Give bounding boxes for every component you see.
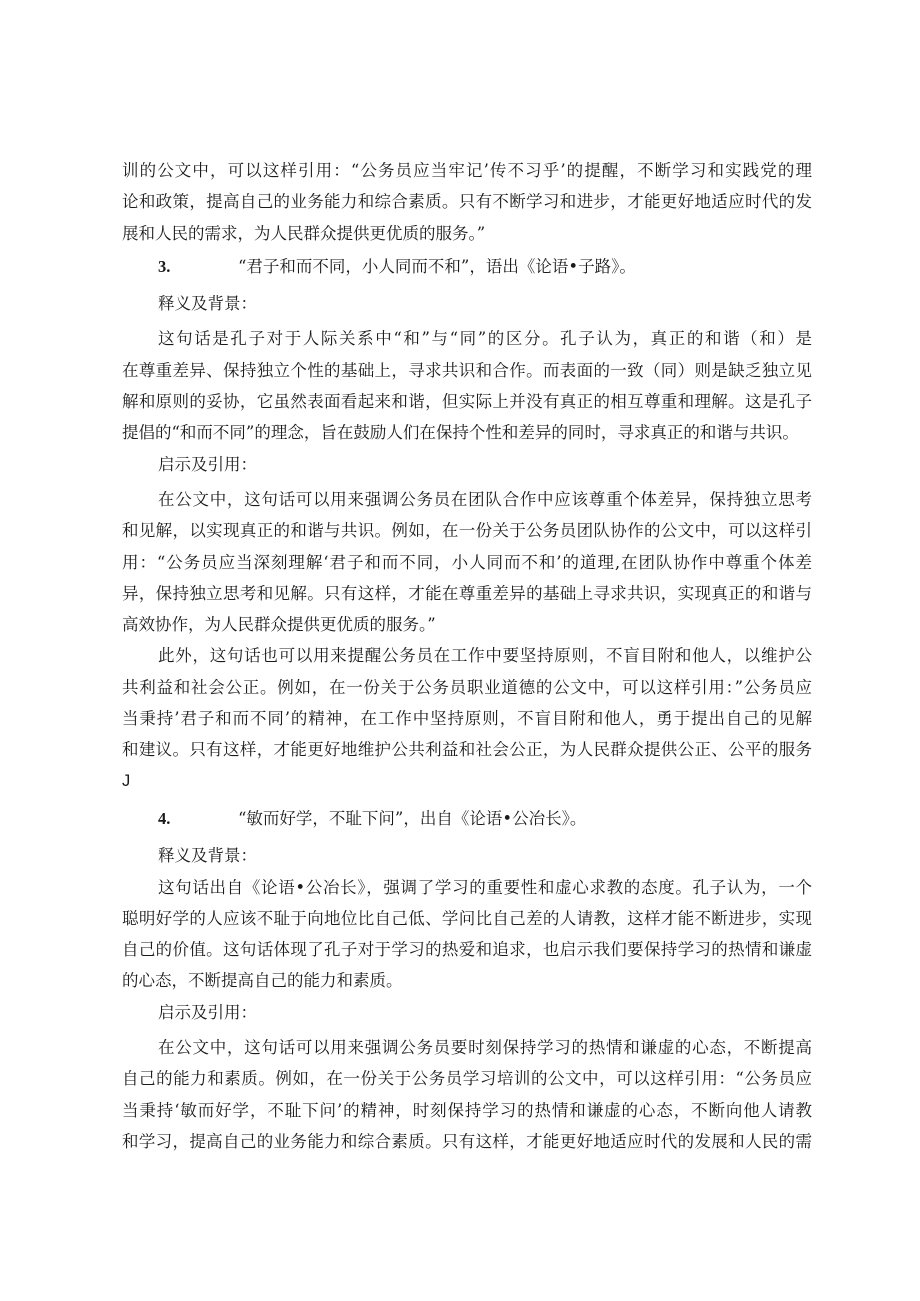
section-3-background-paragraph	[122, 323, 812, 448]
text-line: 用：“公务员应当深刻理解‘君子和而不同，小人同而不和’的道理,在团队协作中尊重个体差	[122, 552, 812, 572]
text-line: 在公文中，这句话可以用来强调公务员要时刻保持学习的热情和谦虚的心态，不断提高	[158, 1038, 812, 1058]
text-line: J	[122, 771, 131, 790]
section-number: 3.	[158, 256, 171, 276]
section-title: “君子和而不同，小人同而不和”，语出《论语•子路》。	[238, 256, 636, 276]
text-line: 自己的能力和素质。例如，在一份关于公务员学习培训的公文中，可以这样引用：“公务员应	[122, 1069, 812, 1089]
text-line: 当秉持’君子和而不同’的精神，在工作中坚持原则，不盲目附和他人，勇于提出自己的见解	[122, 709, 812, 729]
text-line: 这句话出自《论语•公冶长》，强调了学习的重要性和虚心求教的态度。孔子认为，一个	[158, 877, 812, 897]
text-line: 解和原则的妥协，它虽然表面看起来和谐，但实际上并没有真正的相互尊重和理解。这是孔子	[122, 392, 812, 412]
text-line: 这句话是孔子对于人际关系中“和”与“同”的区分。孔子认为，真正的和谐（和）是	[158, 329, 812, 349]
text-line: 论和政策，提高自己的业务能力和综合素质。只有不断学习和进步，才能更好地适应时代的发	[122, 192, 812, 212]
text-line: 展和人民的需求，为人民群众提供更优质的服务。”	[122, 223, 486, 243]
text-line: 和学习，提高自己的业务能力和综合素质。只有这样，才能更好地适应时代的发展和人民的需	[122, 1131, 812, 1151]
section-number: 4.	[158, 808, 171, 828]
text-line: 在公文中，这句话可以用来强调公务员在团队合作中应该尊重个体差异，保持独立思考	[158, 489, 812, 509]
section-3-extra-paragraph	[122, 640, 812, 796]
section-4-background-paragraph	[122, 872, 812, 997]
section-4-heading	[122, 803, 812, 834]
text-line: 和建议。只有这样，才能更好地维护公共利益和社会公正，为人民群众提供公正、公平的服务	[122, 740, 812, 760]
section-3-background-label: 释义及背景：	[158, 294, 257, 314]
text-line: 自己的价值。这句话体现了孔子对于学习的热爱和追求，也启示我们要保持学习的热情和谦虚	[122, 940, 812, 960]
text-line: 聪明好学的人应该不耻于向地位比自己低、学问比自己差的人请教，这样才能不断进步，实现	[122, 908, 812, 928]
text-line: 和见解，以实现真正的和谐与共识。例如，在一份关于公务员团队协作的公文中，可以这样引	[122, 521, 812, 541]
section-title: “敏而好学，不耻下问”，出自《论语•公冶长》。	[238, 808, 587, 828]
text-line: 共利益和社会公正。例如，在一份关于公务员职业道德的公文中，可以这样引用：”公务员应	[122, 677, 812, 697]
text-line: 异，保持独立思考和见解。只有这样，才能在尊重差异的基础上寻求共识，实现真正的和谐与	[122, 583, 812, 603]
text-line: 的心态，不断提高自己的能力和素质。	[122, 971, 403, 991]
section-4-application-label: 启示及引用：	[158, 1002, 257, 1022]
section-3-application-label: 启示及引用：	[158, 454, 257, 474]
paragraph-continuation	[122, 155, 812, 249]
text-line: 在尊重差异、保持独立个性的基础上，寻求共识和合作。而表面的一致（同）则是缺乏独立见	[122, 360, 812, 380]
section-3-application-paragraph	[122, 484, 812, 640]
text-line: 高效协作，为人民群众提供更优质的服务。”	[122, 615, 436, 635]
text-line: 此外，这句话也可以用来提醒公务员在工作中要坚持原则，不盲目附和他人，以维护公	[158, 646, 812, 666]
text-line: 提倡的“和而不同”的理念，旨在鼓励人们在保持个性和差异的同时，寻求真正的和谐与共识。	[122, 423, 799, 443]
section-4-application-paragraph	[122, 1032, 812, 1157]
section-3-heading	[122, 251, 812, 282]
text-line: 训的公文中，可以这样引用：“公务员应当牢记’传不习乎’的提醒，不断学习和实践党的理	[122, 161, 812, 180]
section-4-background-label: 释义及背景：	[158, 846, 257, 866]
text-line: 当秉持‘敏而好学，不耻下问’的精神，时刻保持学习的热情和谦虚的心态，不断向他人请教	[122, 1100, 812, 1120]
document-body	[122, 155, 812, 1157]
